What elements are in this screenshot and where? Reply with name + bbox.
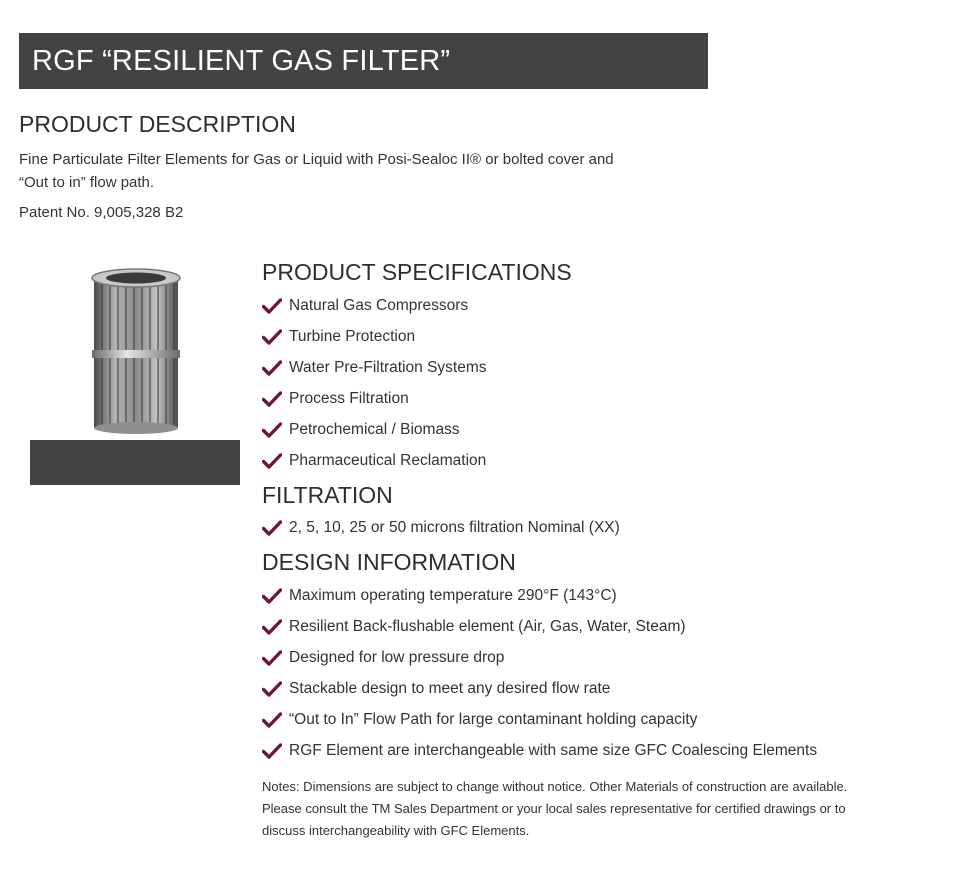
list-item [262, 512, 942, 543]
list-item [262, 383, 942, 414]
patent-number: Patent No. 9,005,328 B2 [19, 204, 184, 221]
checkmark-icon [262, 588, 282, 604]
list-item-label: “Out to In” Flow Path for large contaminant holding capacity [289, 710, 698, 728]
checkmark-icon [262, 743, 282, 759]
list-item-label: Resilient Back-flushable element (Air, Gas, Water, Steam) [289, 617, 686, 635]
list-item [262, 580, 942, 611]
description-line-2: “Out to in” flow path. [19, 174, 155, 191]
notes [262, 776, 932, 842]
list-item [262, 642, 942, 673]
list-item-label: Turbine Protection [289, 327, 416, 345]
list-item [262, 735, 942, 766]
list-item-label: Natural Gas Compressors [289, 296, 469, 314]
checkmark-icon [262, 298, 282, 314]
specifications-section [262, 259, 942, 476]
filtration-section [262, 482, 942, 543]
notes-line-1: Notes: Dimensions are subject to change without notice. Other Materials of construction are available. [262, 779, 848, 794]
list-item [262, 673, 942, 704]
checkmark-icon [262, 650, 282, 666]
checkmark-icon [262, 453, 282, 469]
list-item-label: Maximum operating temperature 290°F (143°C) [289, 586, 617, 604]
list-item-label: Water Pre-Filtration Systems [289, 358, 487, 376]
list-item-label: Petrochemical / Biomass [289, 420, 460, 438]
filter-element-image [88, 266, 184, 436]
checkmark-icon [262, 360, 282, 376]
list-item-label: Pharmaceutical Reclamation [289, 451, 487, 469]
checkmark-icon [262, 681, 282, 697]
filtration-list [262, 512, 942, 543]
specifications-heading: PRODUCT SPECIFICATIONS [262, 259, 572, 285]
design-heading: DESIGN INFORMATION [262, 549, 516, 575]
list-item-label: Stackable design to meet any desired flow rate [289, 679, 611, 697]
list-item-label: Designed for low pressure drop [289, 648, 505, 666]
list-item [262, 445, 942, 476]
specifications-list [262, 290, 942, 476]
product-description-heading: PRODUCT DESCRIPTION [19, 111, 296, 137]
page-title-bar [19, 33, 708, 89]
image-caption-bar [30, 440, 240, 485]
list-item [262, 352, 942, 383]
list-item-label: Process Filtration [289, 389, 409, 407]
list-item [262, 321, 942, 352]
list-item-label: RGF Element are interchangeable with same size GFC Coalescing Elements [289, 741, 818, 759]
product-description-text [19, 148, 719, 194]
list-item [262, 611, 942, 642]
notes-line-3: discuss interchangeability with GFC Elements. [262, 823, 530, 838]
list-item-label: 2, 5, 10, 25 or 50 microns filtration Nominal (XX) [289, 518, 620, 536]
checkmark-icon [262, 712, 282, 728]
list-item [262, 704, 942, 735]
notes-line-2: Please consult the TM Sales Department or your local sales representative for certified drawings or to [262, 801, 846, 816]
filtration-heading: FILTRATION [262, 482, 393, 508]
design-list [262, 580, 942, 766]
checkmark-icon [262, 391, 282, 407]
list-item [262, 414, 942, 445]
page-title: RGF “RESILIENT GAS FILTER” [32, 45, 451, 77]
description-line-1: Fine Particulate Filter Elements for Gas or Liquid with Posi-Sealoc II® or bolted cover and [19, 151, 614, 168]
design-section [262, 549, 942, 766]
checkmark-icon [262, 520, 282, 536]
checkmark-icon [262, 422, 282, 438]
list-item [262, 290, 942, 321]
checkmark-icon [262, 619, 282, 635]
checkmark-icon [262, 329, 282, 345]
